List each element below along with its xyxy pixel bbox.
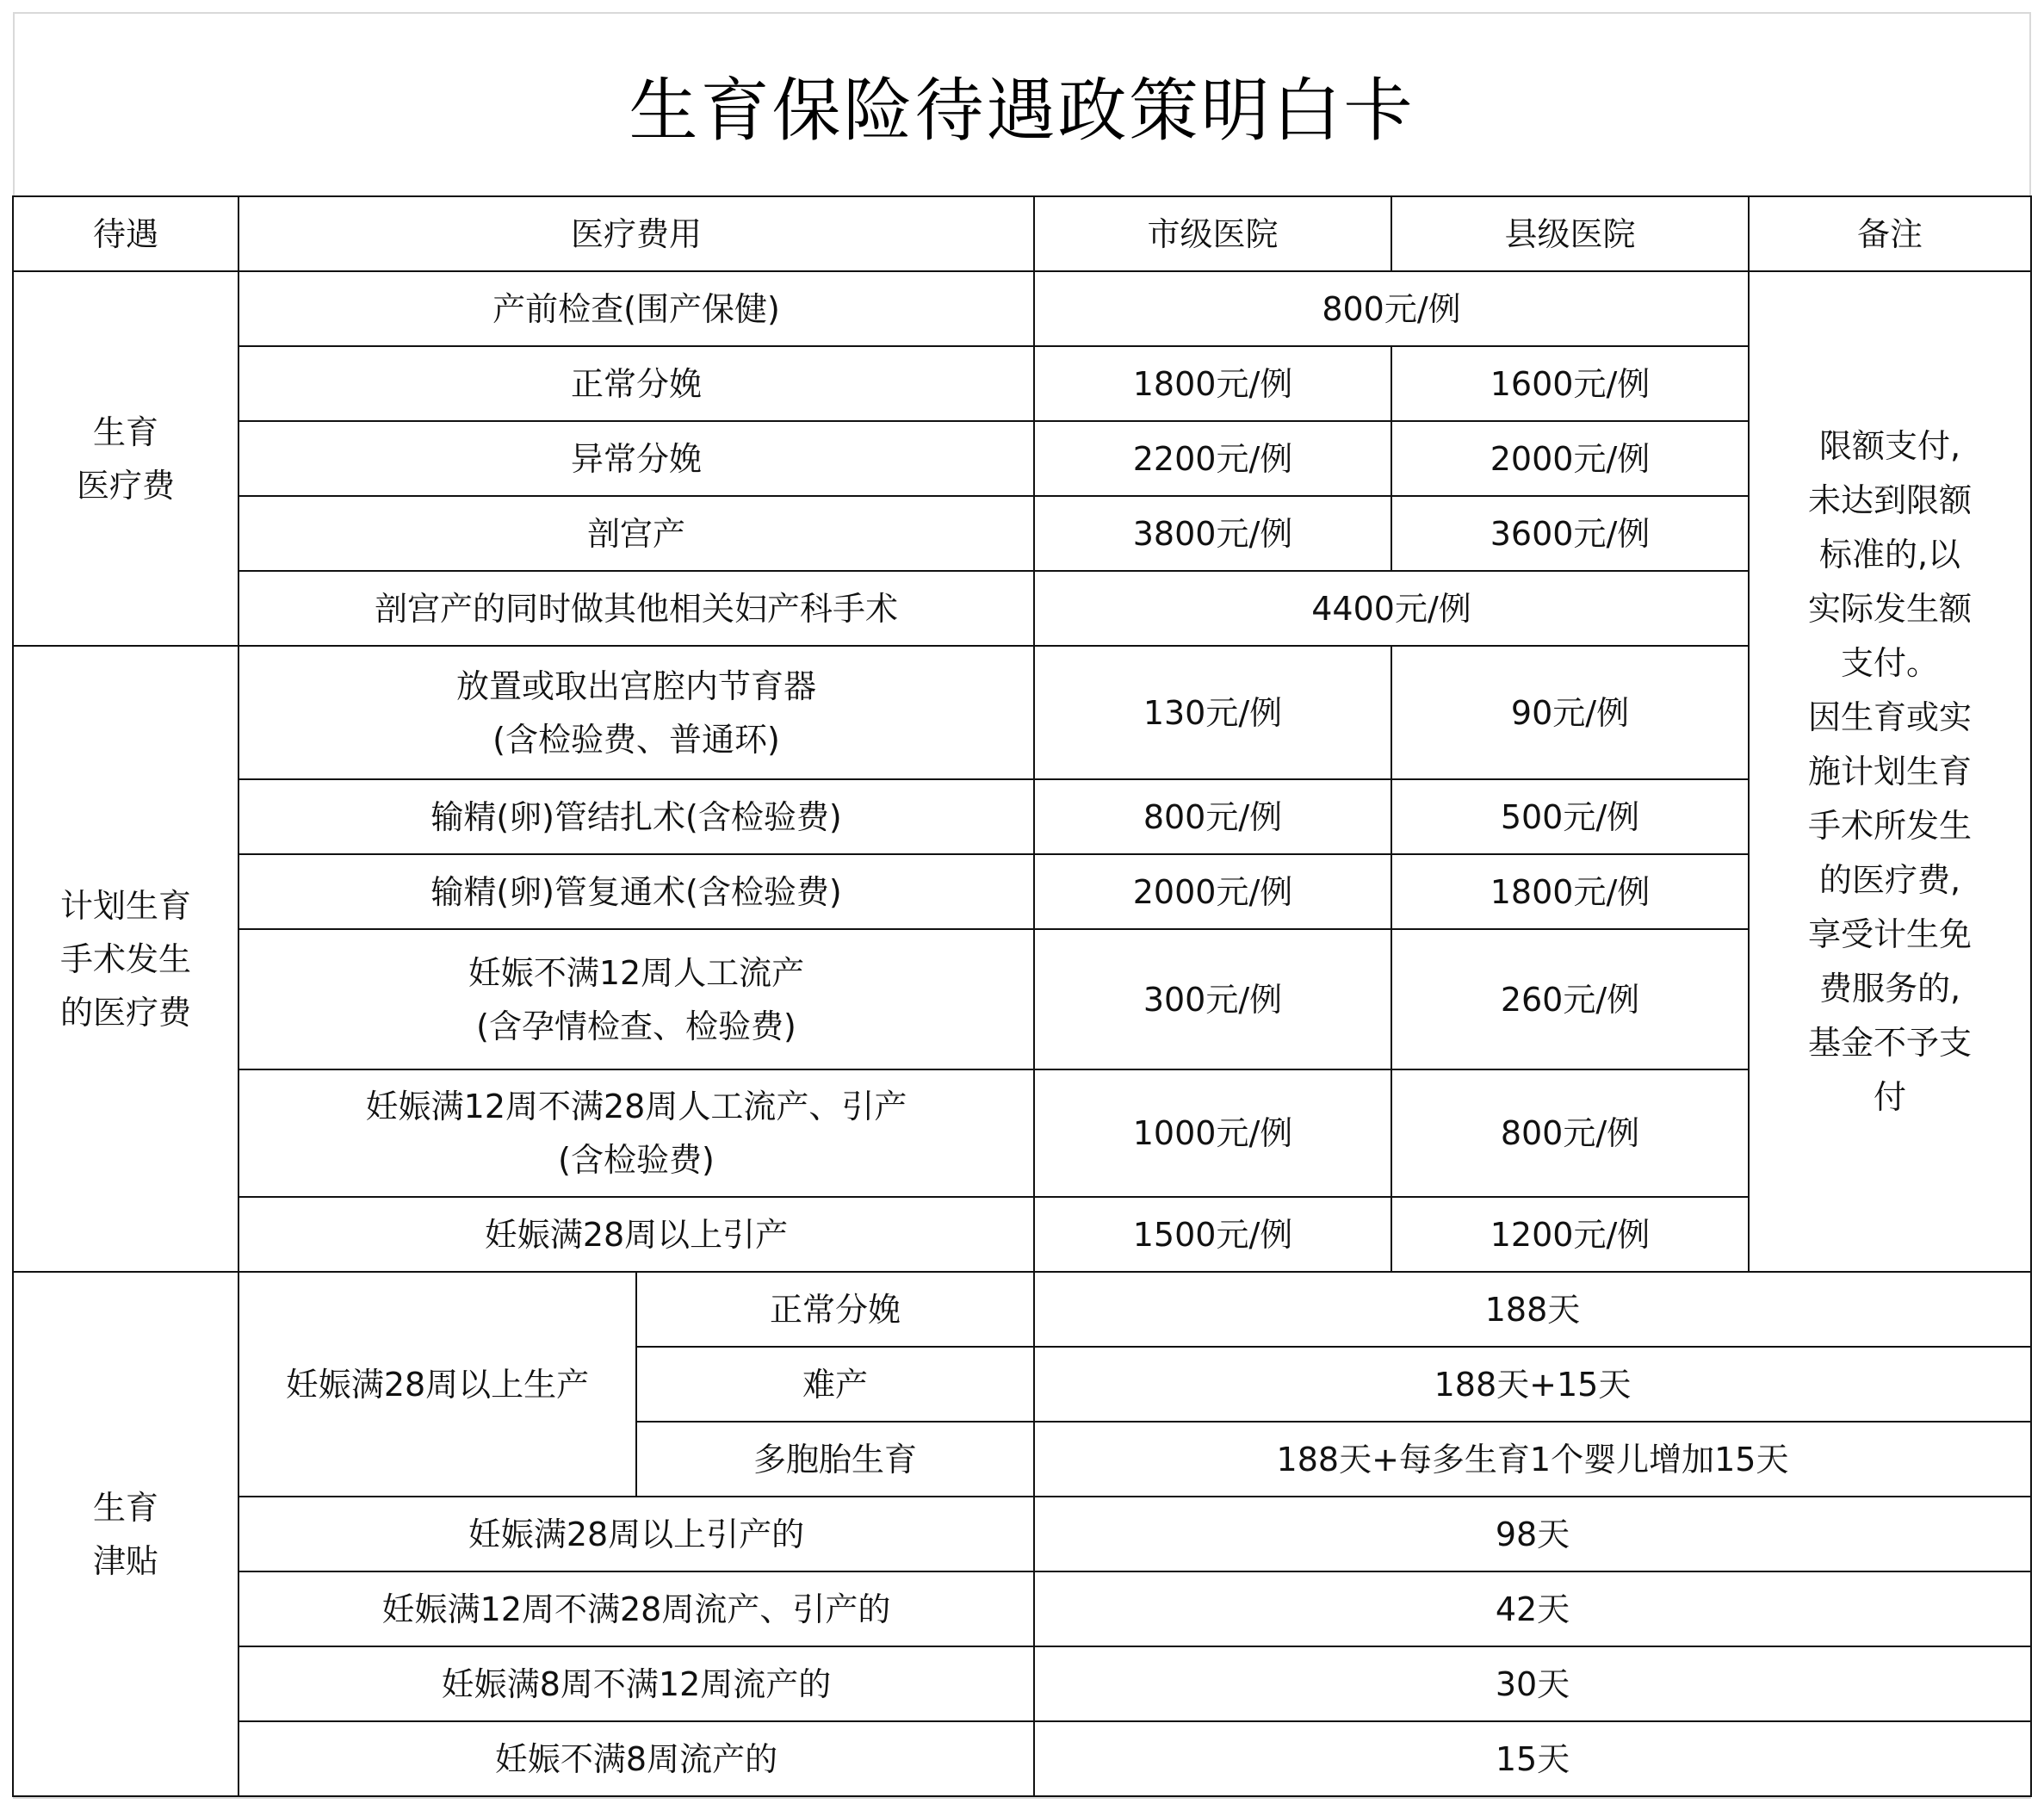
planning-item bbox=[238, 1069, 1035, 1198]
remarks-cell-text: 付 bbox=[1873, 1077, 1906, 1116]
planning-city-value-text: 2000元/例 bbox=[1132, 872, 1293, 911]
medical-county-value bbox=[1391, 345, 1750, 422]
remarks-cell-text: 因生育或实 bbox=[1807, 697, 1972, 736]
allowance-item-text: 妊娠满8周不满12周流产的 bbox=[441, 1664, 832, 1703]
planning-item bbox=[238, 645, 1035, 780]
medical-county-value-text: 3600元/例 bbox=[1490, 514, 1651, 553]
planning-county-value-text: 1200元/例 bbox=[1490, 1215, 1651, 1254]
category-allowance bbox=[12, 1271, 239, 1797]
allowance-item-text: 妊娠满12周不满28周流产、引产的 bbox=[381, 1590, 891, 1628]
medical-county-value bbox=[1391, 420, 1750, 497]
remarks-cell-text: 手术所发生 bbox=[1807, 806, 1972, 845]
remarks-cell-text: 标准的,以 bbox=[1818, 535, 1961, 573]
planning-city-value-text: 130元/例 bbox=[1143, 693, 1283, 732]
header-remarks bbox=[1748, 195, 2032, 272]
medical-city-value-text: 2200元/例 bbox=[1132, 439, 1293, 478]
planning-item-text: 输精(卵)管结扎术(含检验费) bbox=[430, 797, 842, 836]
remarks-cell-text: 的医疗费, bbox=[1818, 860, 1961, 899]
planning-item bbox=[238, 1196, 1035, 1273]
category-family-planning-text: 手术发生 bbox=[59, 939, 191, 978]
allowance-birth-type-text: 正常分娩 bbox=[769, 1290, 901, 1329]
category-allowance-text: 津贴 bbox=[92, 1541, 158, 1580]
medical-city-value bbox=[1033, 420, 1392, 497]
allowance-item bbox=[238, 1571, 1035, 1647]
allowance-days bbox=[1033, 1496, 2032, 1572]
header-city-hospital bbox=[1033, 195, 1392, 272]
allowance-item bbox=[238, 1720, 1035, 1797]
planning-item-text: 放置或取出宫腔内节育器 bbox=[455, 666, 816, 705]
medical-item bbox=[238, 270, 1035, 347]
planning-city-value bbox=[1033, 853, 1392, 930]
planning-city-value bbox=[1033, 645, 1392, 780]
allowance-birth-type-text: 多胞胎生育 bbox=[753, 1440, 917, 1478]
allowance-days-text: 98天 bbox=[1495, 1515, 1570, 1553]
allowance-birth-type bbox=[635, 1421, 1035, 1497]
page-title: 生育保险待遇政策明白卡 bbox=[629, 70, 1415, 151]
remarks-cell-text: 支付。 bbox=[1840, 643, 1939, 682]
medical-item bbox=[238, 420, 1035, 497]
planning-county-value bbox=[1391, 853, 1750, 930]
allowance-birth-type bbox=[635, 1346, 1035, 1423]
planning-item-text: 妊娠满28周以上引产 bbox=[484, 1215, 789, 1254]
allowance-days-text: 188天+15天 bbox=[1434, 1365, 1632, 1404]
allowance-birth-group-text: 妊娠满28周以上生产 bbox=[285, 1365, 590, 1404]
remarks-cell-text: 限额支付, bbox=[1818, 426, 1961, 465]
allowance-birth-type bbox=[635, 1271, 1035, 1348]
medical-merged-value-text: 800元/例 bbox=[1322, 289, 1461, 328]
planning-item-text: 输精(卵)管复通术(含检验费) bbox=[430, 872, 842, 911]
category-maternity-medical-text: 生育 bbox=[92, 412, 158, 451]
header-county-hospital bbox=[1391, 195, 1750, 272]
medical-county-value-text: 2000元/例 bbox=[1490, 439, 1651, 478]
header-medical-cost-text: 医疗费用 bbox=[570, 214, 702, 253]
medical-item-text: 剖宫产 bbox=[586, 514, 685, 553]
planning-city-value-text: 1500元/例 bbox=[1132, 1215, 1293, 1254]
category-family-planning-text: 计划生育 bbox=[59, 886, 191, 925]
planning-county-value-text: 260元/例 bbox=[1500, 980, 1640, 1019]
header-county-hospital-text: 县级医院 bbox=[1504, 214, 1636, 253]
remarks-cell bbox=[1748, 270, 2032, 1273]
medical-item bbox=[238, 345, 1035, 422]
planning-item bbox=[238, 778, 1035, 855]
planning-city-value-text: 300元/例 bbox=[1143, 980, 1283, 1019]
remarks-cell-text: 享受计生免 bbox=[1807, 914, 1972, 953]
header-benefit bbox=[12, 195, 239, 272]
allowance-days bbox=[1033, 1571, 2032, 1647]
category-maternity-medical-text: 医疗费 bbox=[76, 466, 175, 505]
medical-item-text: 产前检查(围产保健) bbox=[492, 289, 780, 328]
allowance-birth-type-text: 难产 bbox=[802, 1365, 868, 1404]
remarks-cell-text: 基金不予支 bbox=[1807, 1023, 1972, 1062]
allowance-days-text: 188天 bbox=[1484, 1290, 1581, 1329]
remarks-cell-text: 费服务的, bbox=[1818, 969, 1961, 1007]
planning-city-value bbox=[1033, 928, 1392, 1070]
planning-item bbox=[238, 853, 1035, 930]
header-city-hospital-text: 市级医院 bbox=[1147, 214, 1279, 253]
allowance-item bbox=[238, 1646, 1035, 1722]
planning-city-value bbox=[1033, 778, 1392, 855]
allowance-days-text: 188天+每多生育1个婴儿增加15天 bbox=[1276, 1440, 1789, 1478]
allowance-days-text: 42天 bbox=[1495, 1590, 1570, 1628]
medical-item bbox=[238, 495, 1035, 572]
medical-city-value-text: 1800元/例 bbox=[1132, 364, 1293, 403]
planning-city-value bbox=[1033, 1196, 1392, 1273]
planning-county-value bbox=[1391, 1196, 1750, 1273]
planning-county-value-text: 500元/例 bbox=[1500, 797, 1640, 836]
planning-item bbox=[238, 928, 1035, 1070]
medical-city-value bbox=[1033, 345, 1392, 422]
allowance-item bbox=[238, 1496, 1035, 1572]
planning-item-text: 妊娠不满12周人工流产 bbox=[468, 953, 805, 992]
planning-item-text: (含检验费) bbox=[558, 1141, 715, 1179]
header-medical-cost bbox=[238, 195, 1035, 272]
planning-county-value-text: 800元/例 bbox=[1500, 1114, 1640, 1152]
remarks-cell-text: 施计划生育 bbox=[1807, 752, 1972, 790]
planning-county-value bbox=[1391, 1069, 1750, 1198]
remarks-cell-text: 未达到限额 bbox=[1807, 480, 1972, 519]
planning-county-value bbox=[1391, 645, 1750, 780]
planning-county-value-text: 90元/例 bbox=[1510, 693, 1630, 732]
header-benefit-text: 待遇 bbox=[92, 214, 158, 253]
allowance-days bbox=[1033, 1720, 2032, 1797]
planning-item-text: 妊娠满12周不满28周人工流产、引产 bbox=[365, 1088, 907, 1125]
category-family-planning bbox=[12, 645, 239, 1273]
header-remarks-text: 备注 bbox=[1856, 214, 1923, 253]
medical-merged-value-text: 4400元/例 bbox=[1311, 589, 1471, 628]
allowance-days bbox=[1033, 1346, 2032, 1423]
medical-merged-value bbox=[1033, 270, 1750, 347]
allowance-item-text: 妊娠不满8周流产的 bbox=[494, 1739, 778, 1778]
planning-county-value-text: 1800元/例 bbox=[1490, 872, 1651, 911]
allowance-days bbox=[1033, 1421, 2032, 1497]
category-family-planning-text: 的医疗费 bbox=[59, 993, 191, 1032]
medical-item-text: 异常分娩 bbox=[570, 439, 702, 478]
medical-county-value bbox=[1391, 495, 1750, 572]
medical-item-text: 剖宫产的同时做其他相关妇产科手术 bbox=[374, 589, 898, 628]
allowance-days-text: 15天 bbox=[1495, 1739, 1570, 1778]
allowance-days bbox=[1033, 1271, 2032, 1348]
planning-city-value-text: 1000元/例 bbox=[1132, 1114, 1293, 1152]
category-allowance-text: 生育 bbox=[92, 1488, 158, 1527]
medical-item bbox=[238, 570, 1035, 647]
medical-merged-value bbox=[1033, 570, 1750, 647]
medical-city-value-text: 3800元/例 bbox=[1132, 514, 1293, 553]
allowance-days-text: 30天 bbox=[1495, 1664, 1570, 1703]
planning-county-value bbox=[1391, 928, 1750, 1070]
remarks-cell-text: 实际发生额 bbox=[1807, 589, 1972, 628]
planning-city-value-text: 800元/例 bbox=[1143, 797, 1283, 836]
allowance-item-text: 妊娠满28周以上引产的 bbox=[468, 1515, 805, 1553]
medical-city-value bbox=[1033, 495, 1392, 572]
medical-item-text: 正常分娩 bbox=[570, 364, 702, 403]
allowance-birth-group bbox=[238, 1271, 637, 1497]
allowance-days bbox=[1033, 1646, 2032, 1722]
medical-county-value-text: 1600元/例 bbox=[1490, 364, 1651, 403]
planning-city-value bbox=[1033, 1069, 1392, 1198]
planning-county-value bbox=[1391, 778, 1750, 855]
category-maternity-medical bbox=[12, 270, 239, 647]
planning-item-text: (含孕情检查、检验费) bbox=[476, 1007, 796, 1045]
planning-item-text: (含检验费、普通环) bbox=[492, 720, 780, 759]
